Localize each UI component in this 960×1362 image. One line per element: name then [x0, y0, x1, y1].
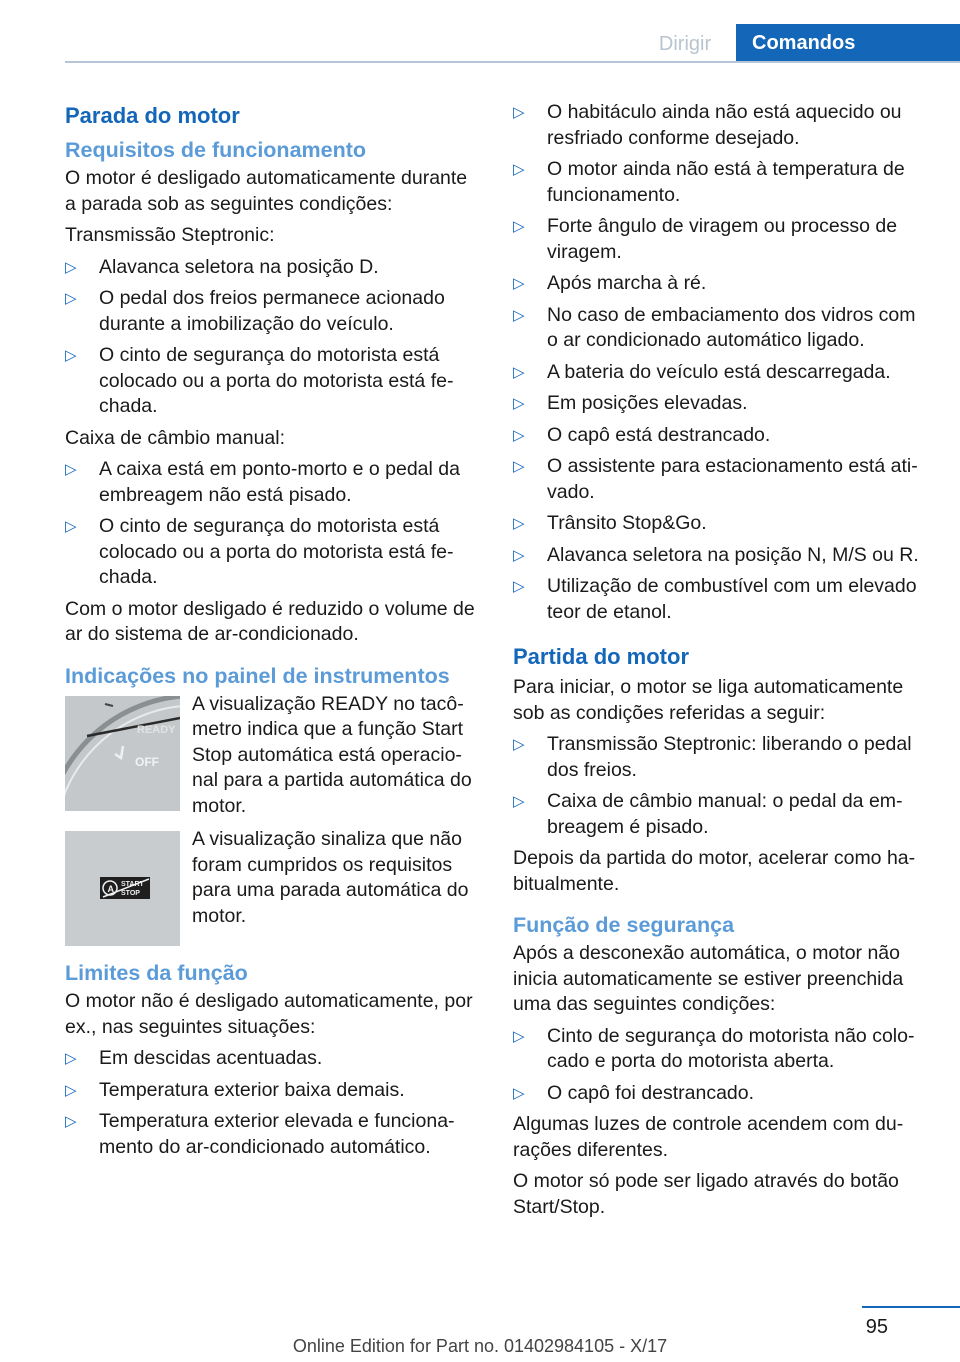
list-item: ▷ Utilização de combustível com um elevado teor de etanol.: [513, 575, 917, 623]
triangle-bullet-icon: ▷: [513, 546, 525, 564]
triangle-bullet-icon: ▷: [65, 258, 77, 276]
start-stop-warning-icon: [65, 831, 180, 946]
list-item: ▷ O cinto de segurança do motorista está colocado ou a porta do motorista está fe-chada.: [65, 344, 454, 417]
header-divider: [65, 61, 960, 63]
triangle-bullet-icon: ▷: [513, 104, 525, 121]
indicator-ready-text: A visualização READY no tacô-metro indica que a função Start Stop automática está operacio-nal para a partida automática do motor.: [192, 692, 472, 817]
list-item: ▷ O cinto de segurança do motorista está colocado ou a porta do motorista está fe-chada.: [65, 515, 454, 588]
section-title-engine-start: Partida do motor: [513, 644, 690, 669]
limits-list-continued: [513, 100, 928, 625]
manual-list: [65, 457, 480, 591]
list-item: ▷ Temperatura exterior baixa demais.: [65, 1078, 480, 1104]
list-item: ▷ Cinto de segurança do motorista não colo-cado e porta do motorista aberta.: [513, 1024, 915, 1072]
triangle-bullet-icon: ▷: [65, 1113, 77, 1130]
footer-divider: [862, 1306, 960, 1308]
svg-text:START: START: [121, 881, 144, 888]
start-intro: Para iniciar, o motor se liga automaticamente sob as condições referidas a seguir:: [513, 676, 904, 724]
list-item: ▷ Caixa de câmbio manual: o pedal da em-breagem é pisado.: [513, 790, 903, 838]
triangle-bullet-icon: ▷: [513, 458, 525, 475]
page-number: 95: [865, 1316, 888, 1338]
svg-text:A: A: [107, 884, 114, 894]
start-note: Depois da partida do motor, acelerar como ha-bitualmente.: [513, 847, 916, 895]
triangle-bullet-icon: ▷: [513, 306, 525, 324]
section-title-engine-stop: Parada do motor: [65, 103, 240, 128]
list-item: ▷ O habitáculo ainda não está aquecido ou resfriado conforme desejado.: [513, 101, 902, 149]
right-column: [513, 100, 928, 1226]
steptronic-label: Transmissão Steptronic:: [65, 224, 275, 246]
triangle-bullet-icon: ▷: [513, 395, 525, 412]
triangle-bullet-icon: ▷: [513, 161, 525, 178]
indicator-start-stop-text: A visualização sinaliza que não foram cumpridos os requisitos para uma parada automática do motor.: [192, 828, 469, 927]
list-item: ▷ O capô está destrancado.: [513, 423, 928, 449]
triangle-bullet-icon: ▷: [65, 290, 77, 307]
manual-label: Caixa de câmbio manual:: [65, 426, 286, 449]
triangle-bullet-icon: ▷: [513, 1084, 525, 1102]
list-item: ▷ Em descidas acentuadas.: [65, 1046, 480, 1072]
triangle-bullet-icon: ▷: [65, 1081, 77, 1099]
triangle-bullet-icon: ▷: [513, 218, 525, 235]
lights-note: Algumas luzes de controle acendem com du-rações diferentes.: [513, 1113, 904, 1161]
header-section-label: Dirigir: [658, 33, 712, 55]
svg-text:READY: READY: [137, 723, 176, 736]
header-chapter-tab: Comandos: [736, 24, 960, 62]
triangle-bullet-icon: ▷: [513, 1027, 525, 1045]
list-item: ▷ Após marcha à ré.: [513, 271, 928, 297]
safety-intro: Após a desconexão automática, o motor não inicia automaticamente se estiver preenchida uma das seguintes condições:: [513, 942, 904, 1015]
triangle-bullet-icon: ▷: [513, 515, 525, 532]
list-item: ▷ Trânsito Stop&Go.: [513, 511, 928, 537]
heading-instrument-panel: Indicações no painel de instrumentos: [65, 663, 450, 688]
triangle-bullet-icon: ▷: [513, 363, 525, 381]
start-list: [513, 732, 928, 840]
list-item: ▷ O pedal dos freios permanece acionado durante a imobilização do veículo.: [65, 287, 445, 335]
steptronic-list: [65, 255, 480, 420]
svg-text:STOP: STOP: [121, 890, 140, 897]
triangle-bullet-icon: ▷: [65, 461, 77, 478]
list-item: ▷ Em posições elevadas.: [513, 391, 928, 417]
list-item: ▷ Forte ângulo de viragem ou processo de viragem.: [513, 215, 898, 263]
indicator-ready: [65, 692, 480, 820]
list-item: ▷ A bateria do veículo está descarregada.: [513, 360, 928, 386]
footer-edition: Online Edition for Part no. 01402984105 - X/17: [292, 1336, 668, 1356]
indicator-start-stop: [65, 827, 480, 945]
list-item: ▷ No caso de embaciamento dos vidros com o ar condicionado automático ligado.: [513, 303, 916, 351]
tachometer-ready-icon: [65, 696, 180, 811]
heading-requirements: Requisitos de funcionamento: [65, 138, 367, 162]
triangle-bullet-icon: ▷: [513, 275, 525, 292]
list-item: ▷ O capô foi destrancado.: [513, 1081, 928, 1107]
triangle-bullet-icon: ▷: [513, 793, 525, 810]
list-item: ▷ O motor ainda não está à temperatura de funcionamento.: [513, 158, 905, 206]
limits-intro: O motor não é desligado automaticamente, por ex., nas seguintes situações:: [65, 990, 473, 1038]
list-item: ▷ Temperatura exterior elevada e funciona-mento do ar-condicionado automático.: [65, 1110, 455, 1158]
triangle-bullet-icon: ▷: [65, 1050, 77, 1067]
svg-text:OFF: OFF: [135, 754, 159, 769]
list-item: ▷ Alavanca seletora na posição N, M/S ou R.: [513, 543, 928, 569]
list-item: ▷ Transmissão Steptronic: liberando o pedal dos freios.: [513, 733, 912, 781]
heading-safety-function: Função de segurança: [513, 913, 735, 937]
triangle-bullet-icon: ▷: [65, 518, 77, 535]
triangle-bullet-icon: ▷: [513, 426, 525, 444]
list-item: ▷ O assistente para estacionamento está ati-vado.: [513, 455, 918, 503]
list-item: ▷ Alavanca seletora na posição D.: [65, 255, 480, 281]
button-note: O motor só pode ser ligado através do botão Start/Stop.: [513, 1170, 899, 1218]
triangle-bullet-icon: ▷: [65, 347, 77, 364]
triangle-bullet-icon: ▷: [513, 736, 525, 753]
list-item: ▷ A caixa está em ponto-morto e o pedal da embreagem não está pisado.: [65, 458, 460, 506]
volume-note: Com o motor desligado é reduzido o volume de ar do sistema de ar-condicionado.: [65, 597, 475, 645]
triangle-bullet-icon: ▷: [513, 578, 525, 595]
limits-list: [65, 1046, 480, 1160]
safety-list: [513, 1024, 928, 1107]
heading-function-limits: Limites da função: [65, 961, 248, 985]
left-column: [65, 100, 480, 1166]
requirements-intro: O motor é desligado automaticamente durante a parada sob as seguintes condições:: [65, 167, 468, 215]
